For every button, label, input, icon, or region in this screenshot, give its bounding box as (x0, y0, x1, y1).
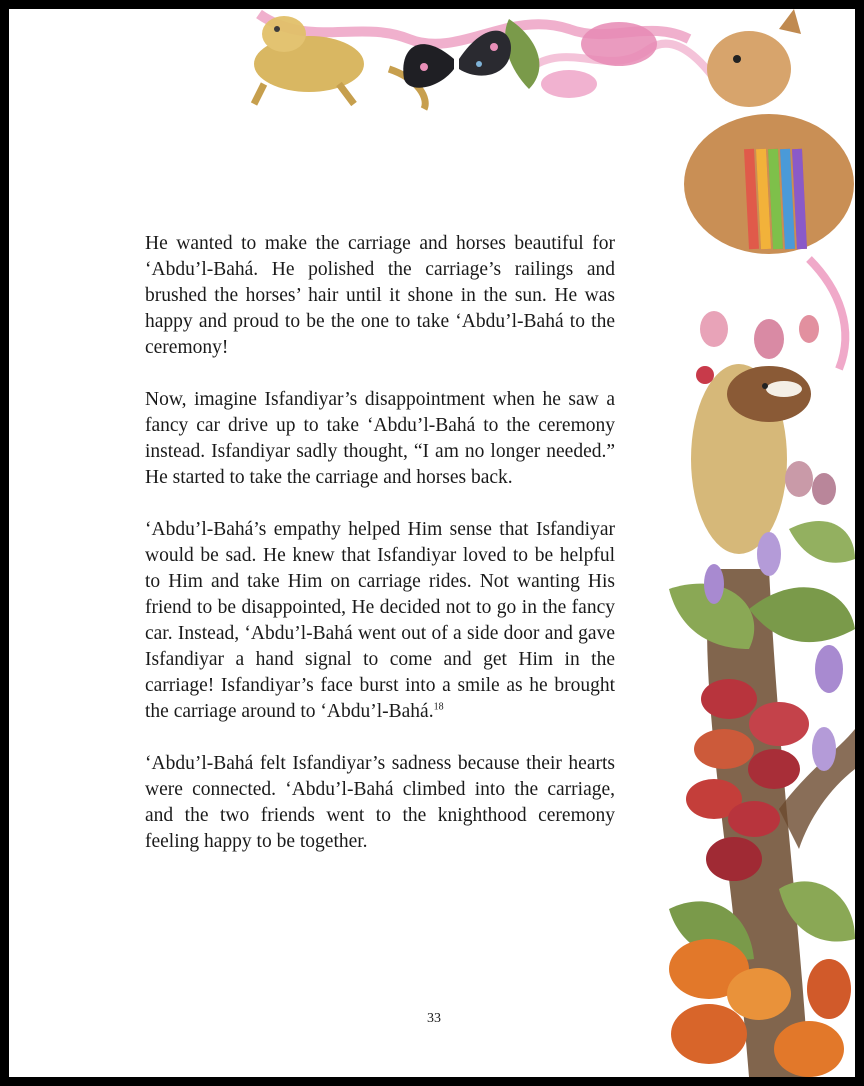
paragraph-3 (145, 517, 615, 725)
cacao-pod (701, 679, 757, 719)
purple-flower (704, 564, 724, 604)
cacao-pod (748, 749, 800, 789)
paragraph-3-text: ‘Abdu’l-Bahá’s empathy helped Him sense that Isfandiyar would be sad. He knew that Isfandiyar loved to be helpful to Him and take Him on carriage rides. Not wanting His friend to be disappointed, He decided not to go in the fancy car. Instead, ‘Abdu’l-Bahá went out of a side door and gave Isfandiyar a hand signal to come and get Him in the carriage! Isfandiyar’s face burst into a smile as he brought the carriage around to ‘Abdu’l-Bahá. (145, 519, 615, 722)
cacao-pod (706, 837, 762, 881)
paragraph-4: ‘Abdu’l-Bahá felt Isfandiyar’s sadness because their hearts were connected. ‘Abdu’l-Bahá climbed into the carriage, and the two friends went to the knighthood ceremony feeling happy to be together. (145, 753, 615, 852)
purple-bud (812, 473, 836, 505)
footnote-marker: 18 (433, 701, 444, 713)
alpaca (691, 364, 811, 554)
pink-bud (700, 311, 728, 347)
story-text (145, 231, 615, 881)
pink-ribbon (809, 259, 845, 369)
book-page (9, 9, 855, 1077)
cacao-pod (671, 1004, 747, 1064)
purple-flower (812, 727, 836, 771)
cacao-pod (728, 801, 780, 837)
cacao-pod (749, 702, 809, 746)
purple-flower (815, 645, 843, 693)
pink-flower (541, 70, 597, 98)
cacao-pod (694, 729, 754, 769)
paragraph-1: He wanted to make the carriage and horses beautiful for ‘Abdu’l-Bahá. He polished the carriage’s railings and brushed the horses’ hair until it shone in the sun. He was happy and proud to be the one to take ‘Abdu’l-Bahá to the ceremony! (145, 233, 615, 358)
page-number: 33 (427, 1011, 441, 1026)
llama (684, 9, 854, 254)
pink-flower (581, 22, 657, 66)
cacao-pod (774, 1021, 844, 1077)
leaf (789, 521, 855, 563)
pink-bud (799, 315, 819, 343)
purple-flower (757, 532, 781, 576)
purple-bud (785, 461, 813, 497)
cacao-pod (807, 959, 851, 1019)
paragraph-2: Now, imagine Isfandiyar’s disappointment when he saw a fancy car drive up to take ‘Abdu’l-Bahá to the ceremony instead. Isfandiyar sadly thought, “I am no longer needed.” He started to take the carriage and horses back. (145, 389, 615, 488)
pink-bud (754, 319, 784, 359)
cacao-pod (727, 968, 791, 1020)
